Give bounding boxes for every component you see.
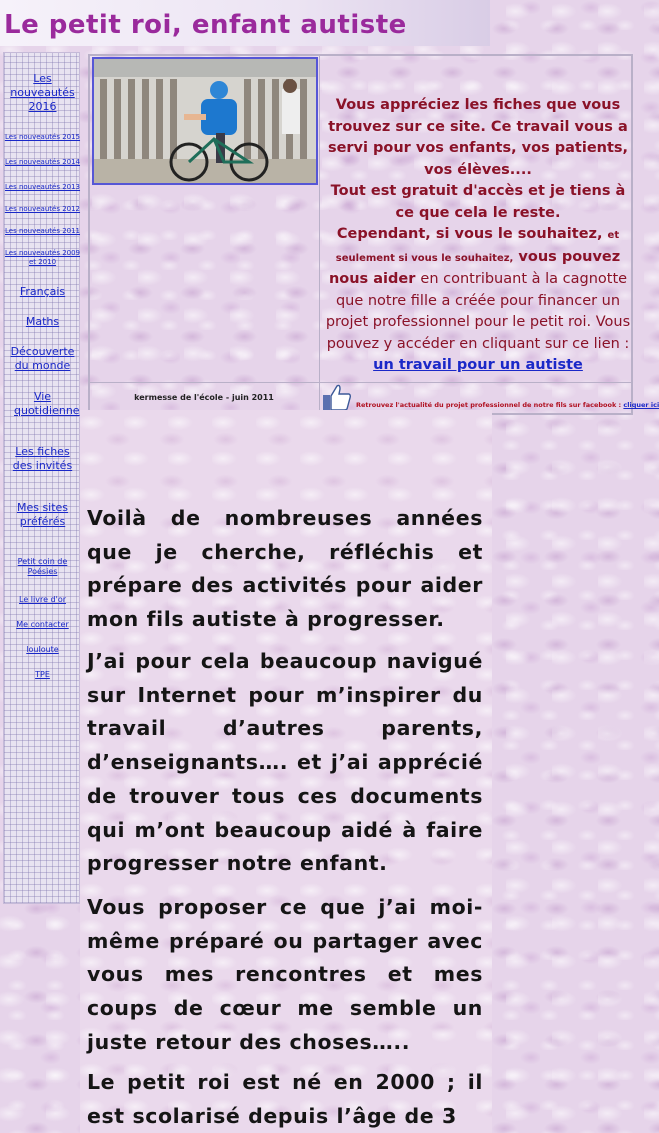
sidebar-item-nouveautes-2009-2010[interactable]: Les nouveautés 2009 et 2010 bbox=[4, 249, 81, 266]
sidebar-item-nouveautes-2013[interactable]: Les nouveautés 2013 bbox=[4, 183, 81, 191]
sidebar-item-decouverte-du-monde[interactable]: Découverte du monde bbox=[10, 345, 75, 372]
sidebar-item-fiches-invites[interactable]: Les fiches des invités bbox=[12, 445, 73, 472]
promo-ask-small: et seulement si vous le souhaitez, bbox=[335, 230, 620, 264]
sidebar-item-nouveautes-2012[interactable]: Les nouveautés 2012 bbox=[4, 205, 81, 213]
donation-message bbox=[319, 95, 637, 377]
sidebar-item-livre-dor[interactable]: Le livre d'or bbox=[19, 595, 66, 604]
sidebar-item-sites-preferes[interactable]: Mes sites préférés bbox=[16, 501, 69, 528]
sidebar-nav bbox=[3, 52, 80, 904]
photo-caption: kermesse de l'école - juin 2011 bbox=[134, 393, 274, 402]
sidebar-item-vie-quotidienne[interactable]: Vie quotidienne bbox=[14, 390, 80, 417]
header-table bbox=[88, 54, 659, 415]
site-banner bbox=[0, 0, 490, 46]
promo-ask: Cependant, si vous le souhaitez, bbox=[336, 226, 603, 242]
facebook-notice bbox=[356, 401, 659, 409]
promo-help: vous pouvez nous aider bbox=[328, 248, 621, 287]
facebook-text: Retrouvez l'actualité du projet professionnel de notre fils sur facebook : bbox=[356, 401, 622, 409]
sidebar-item-nouveautes-2016[interactable]: Les nouveautés 2016 bbox=[10, 72, 75, 113]
intro-paragraph: Voilà de nombreuses années que je cherche, réfléchis et prépare des activités pour aider mon fils autiste à progresser. bbox=[87, 506, 483, 632]
promo-intro: Vous appréciez les fiches que vous trouvez sur ce site. Ce travail vous a servi pour vos enfants, vos patients, vos élèves.... bbox=[327, 97, 629, 178]
main-content bbox=[80, 410, 492, 1133]
sharing-paragraph: Vous proposer ce que j’ai moi-même préparé ou partager avec vous mes rencontres et mes coups de cœur me semble un juste retour des choses….. bbox=[87, 895, 483, 1054]
donation-link[interactable]: un travail pour un autiste bbox=[373, 357, 583, 373]
sidebar-item-nouveautes-2014[interactable]: Les nouveautés 2014 bbox=[4, 158, 81, 166]
sidebar-item-tpe[interactable]: TPE bbox=[35, 670, 50, 679]
internet-paragraph: J’ai pour cela beaucoup navigué sur Internet pour m’inspirer du travail d’autres parents, d’enseignants…. et j’ai apprécié de trouver tous ces documents qui m’ont beaucoup aidé à faire progresser notre enfant. bbox=[87, 649, 483, 876]
site-title: Le petit roi, enfant autiste bbox=[4, 10, 407, 40]
sidebar-item-nouveautes-2015[interactable]: Les nouveautés 2015 bbox=[4, 133, 81, 141]
thumbs-up-icon bbox=[322, 383, 352, 411]
promo-detail: en contribuant à la cagnotte que notre fille a créée pour financer un projet professionnel pour le petit roi. Vous pouvez y accéder en cliquant sur ce lien : bbox=[325, 271, 631, 352]
sidebar-item-francais[interactable]: Français bbox=[19, 285, 66, 298]
sidebar-item-poesies[interactable]: Petit coin de Poésies bbox=[17, 557, 68, 576]
kermesse-photo bbox=[92, 57, 318, 185]
facebook-link[interactable]: cliquer ici bbox=[623, 401, 659, 409]
sidebar-item-maths[interactable]: Maths bbox=[25, 315, 60, 328]
petit-roi-paragraph: Le petit roi est né en 2000 ; il est scolarisé depuis l’âge de 3 bbox=[87, 1070, 483, 1128]
sidebar-item-contact[interactable]: Me contacter bbox=[16, 620, 69, 629]
sidebar-item-nouveautes-2011[interactable]: Les nouveautés 2011 bbox=[4, 227, 81, 235]
sidebar-item-louloute[interactable]: louloute bbox=[26, 645, 59, 654]
promo-free: Tout est gratuit d'accès et je tiens à ce que cela le reste. bbox=[330, 183, 626, 221]
cyclist-illustration bbox=[94, 59, 316, 183]
